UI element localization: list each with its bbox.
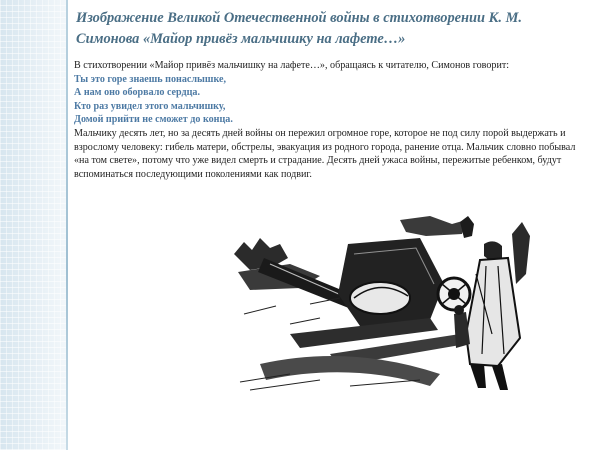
poem-quote <box>74 73 582 127</box>
poem-line: Домой прийти не сможет до конца. <box>74 114 233 126</box>
poem-line: Ты это горе знаешь понаслышке, <box>74 73 227 85</box>
war-illustration <box>230 214 532 396</box>
side-band-divider <box>66 0 68 450</box>
slide-title: Изображение Великой Отечественной войны в стихотворении К. М. Симонова «Майор привёз мальчишку на лафете…» <box>76 10 522 47</box>
decorative-side-band <box>0 0 66 450</box>
body-paragraph: Мальчику десять лет, но за десять дней войны он пережил огромное горе, которое не под силу порой выдержать и взрослому человеку: гибель матери, обстрелы, эвакуация из родного города, ранение отца. Мальчик словно побывал «на том свете», потому что уже видел смерть и страдание. Десять дней ужаса войны, пережитые ребенком, будут вспоминаться последующими поколениями как подвиг. <box>74 127 576 180</box>
poem-line: А нам оно оборвало сердца. <box>74 87 201 99</box>
poem-line: Кто раз увидел этого мальчишку, <box>74 100 226 112</box>
slide-content <box>74 59 582 181</box>
intro-paragraph: В стихотворении «Майор привёз мальчишку на лафете…», обращаясь к читателю, Симонов говорит: <box>74 60 510 71</box>
